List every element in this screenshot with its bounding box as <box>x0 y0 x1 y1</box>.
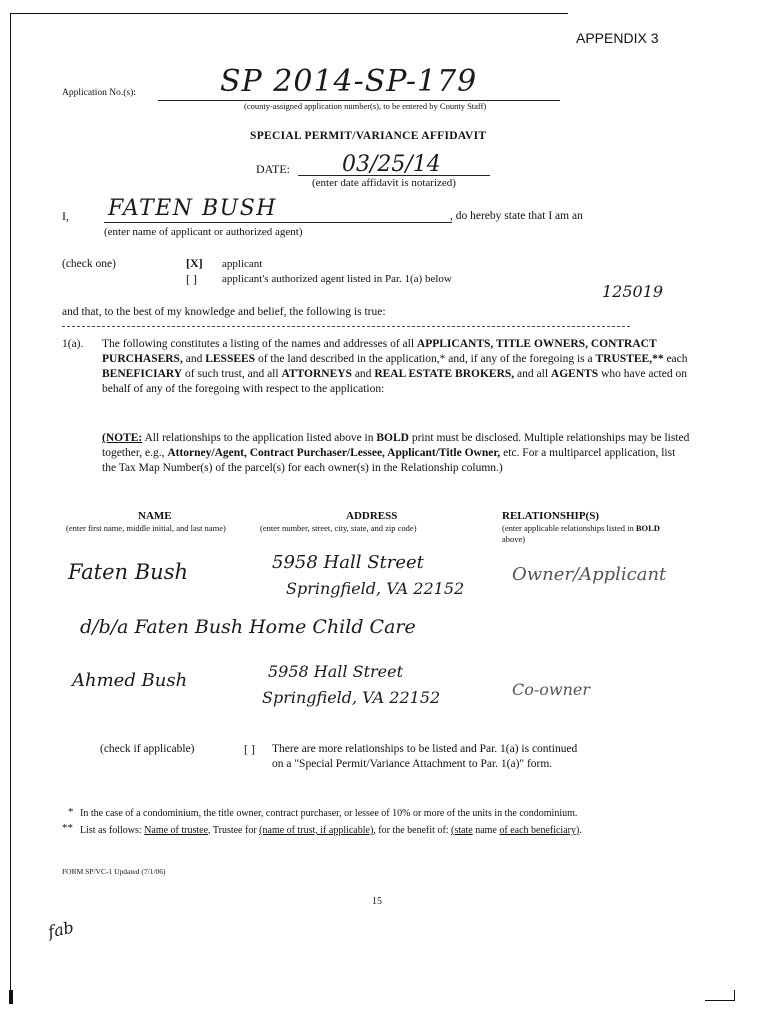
col-relationship-note: (enter applicable relationships listed in BOLD above) <box>502 523 660 544</box>
affiant-note: (enter name of applicant or authorized agent) <box>104 226 303 238</box>
agent-checkbox[interactable]: [ ] <box>186 272 197 286</box>
date-value: 03/25/14 <box>342 152 441 177</box>
section-divider <box>62 326 630 327</box>
continued-checkbox[interactable]: [ ] <box>244 742 255 756</box>
handwritten-initials: fab <box>46 917 76 942</box>
col-name-note: (enter first name, middle initial, and last name) <box>66 523 226 533</box>
application-value: SP 2014-SP-179 <box>220 64 478 99</box>
continued-text-line-1: There are more relationships to be listed and Par. 1(a) is continued <box>272 743 578 755</box>
row-1-address-line-1: 5958 Hall Street <box>272 552 424 573</box>
affiant-line <box>104 222 452 223</box>
continued-label: (check if applicable) <box>100 743 195 755</box>
agent-option-label: applicant's authorized agent listed in Par. 1(a) below <box>222 273 452 285</box>
applicant-checkbox[interactable]: [X] <box>186 256 203 270</box>
row-1-address-line-2: Springfield, VA 22152 <box>286 579 465 598</box>
footnote-2-text: List as follows: Name of trustee, Trustee for (name of trust, if applicable), for the benefit of: (state name of each beneficiary). <box>80 825 582 836</box>
form-title: SPECIAL PERMIT/VARIANCE AFFIDAVIT <box>250 130 487 142</box>
left-border <box>10 13 11 1003</box>
par-1a-text: The following constitutes a listing of the names and addresses of all APPLICANTS, TITLE OWNERS, CONTRACT PURCHASERS, and LESSEES of the land described in the application,* and, if any of the foregoing is a TRUSTEE,** each BENEFICIARY of such trust, and all ATTORNEYS and REAL ESTATE BROKERS, and all AGENTS who have acted on behalf of any of the foregoing with respect to the application: <box>102 338 688 395</box>
par-1a-number: 1(a). <box>62 338 84 350</box>
form-id: FORM SP/VC-1 Updated (7/1/06) <box>62 867 166 876</box>
row-3-relationship: Co-owner <box>512 680 591 699</box>
affiant-suffix: , do hereby state that I am an <box>450 210 583 222</box>
row-1-name: Faten Bush <box>68 560 188 584</box>
col-relationship-header: RELATIONSHIP(S) <box>502 510 599 522</box>
footnote-1-text: In the case of a condominium, the title owner, contract purchaser, or lessee of 10% or more of the units in the condominium. <box>80 808 578 819</box>
appendix-label: APPENDIX 3 <box>576 30 659 46</box>
affiant-value: FATEN BUSH <box>108 196 277 221</box>
footnote-2-mark: ** <box>62 822 73 834</box>
col-address-note: (enter number, street, city, state, and zip code) <box>260 523 417 533</box>
row-3-address-line-1: 5958 Hall Street <box>268 662 404 681</box>
col-address-header: ADDRESS <box>346 510 398 522</box>
right-edge-mark <box>705 1000 735 1001</box>
stamp-number: 125019 <box>602 282 664 301</box>
col-name-header: NAME <box>138 510 172 522</box>
application-note: (county-assigned application number(s), to be entered by County Staff) <box>244 101 487 111</box>
continued-text-line-2: on a "Special Permit/Variance Attachment to Par. 1(a)" form. <box>272 758 553 770</box>
note-text: (NOTE: All relationships to the application listed above in BOLD print must be disclosed. Multiple relationships may be listed together, e.g., Attorney/Agent, Contract Purchaser/Lessee, Applicant/Title Owner, etc. For a multiparcel application, list the Tax Map Number(s) of the parcel(s) for each owner(s) in the Relationship column.) <box>102 432 690 474</box>
row-3-name: Ahmed Bush <box>72 670 188 691</box>
application-label: Application No.(s): <box>62 88 136 98</box>
check-one-label: (check one) <box>62 258 116 270</box>
date-note: (enter date affidavit is notarized) <box>312 177 456 189</box>
left-edge-mark <box>9 990 13 1004</box>
row-3-address-line-2: Springfield, VA 22152 <box>262 688 441 707</box>
applicant-option-label: applicant <box>222 258 263 270</box>
affiant-number: I, <box>62 209 69 223</box>
right-edge-tick <box>734 990 735 1001</box>
row-1-relationship: Owner/Applicant <box>512 564 667 585</box>
knowledge-statement: and that, to the best of my knowledge and belief, the following is true: <box>62 306 386 318</box>
date-label: DATE: <box>256 162 290 176</box>
page-number: 15 <box>372 896 382 907</box>
footnote-1-mark: * <box>68 806 74 818</box>
row-2-name: d/b/a Faten Bush Home Child Care <box>80 616 416 638</box>
top-border <box>10 13 568 14</box>
